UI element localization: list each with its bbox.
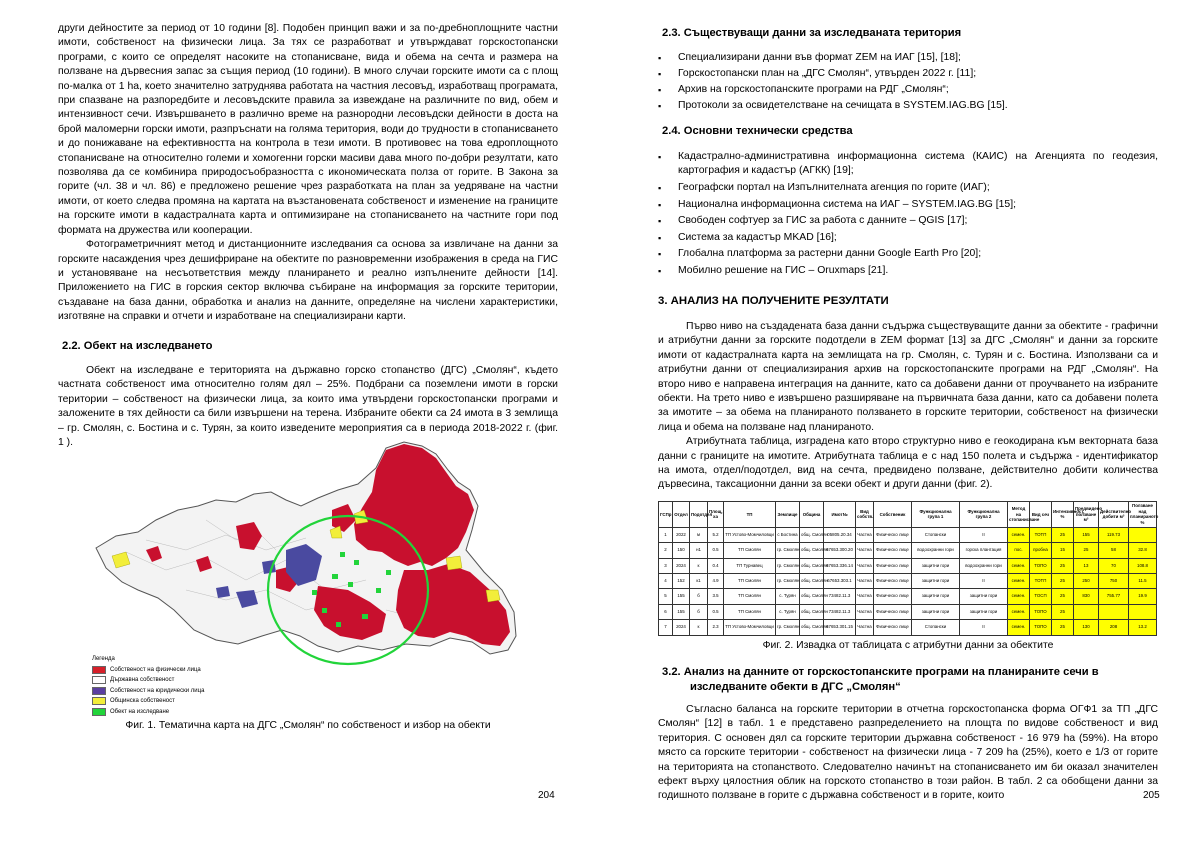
legend-label: Държавна собственост — [110, 677, 175, 683]
section-2-3-title: 2.3. Съществуващи данни за изследваната територия — [662, 27, 962, 39]
table-cell: 32.8 — [1129, 543, 1157, 558]
table-cell: Физическо лице — [874, 558, 912, 573]
table-cell: Частна — [856, 620, 874, 635]
table-header: Интензивност, % — [1052, 501, 1074, 527]
table-cell: 4.9 — [708, 574, 724, 589]
paragraph-1: други дейностите за период от 10 години [8]. Подобен принцип важи и за по-дребноплощните частни имоти, собственост на физически лица. За тях се разработват и утвърждават горскостопански програми, с които се определят насоките на стопанисване, вида и обема на сечта и размера на ползване на дървесния запас за същия период (10 години). В много случаи горските имоти са с площ по-малка от 1 ha, което значително затруднява работата на частния лесовъд, изработващ програмата, при спазване на разпоредбите и лесовъдските правила за извеждане на различните по вид, обем и интензивност сечи. Извършването в различно време на разнородни лесовъдски дейности в доста на брой маломерни горски имоти, разпръснати на голяма територия, води до трудности в стопанисването и до понижаване на ефективността на контрола в тези имоти. В противовес на това едроплощното стопанисване на относително големи и хомогенни горски масиви дава много по-добри резултати, като позволява да се комбинира природосъобразността с икономическата полза от горите. В Закона за горите (чл. 38 и чл. 86) е предложено решение чрез разработката на план за уедряване на частни имоти, от което следва промяна на картата на възстановената собственост и изменение на границите на горските имоти в кадастралната карта и оптимизиране на стопанисването на частните гори под формата на дружества или кооперации. — [58, 23, 558, 236]
table-cell: б — [690, 604, 708, 619]
legend-swatch — [92, 697, 106, 705]
table-cell: защитни гори — [960, 604, 1008, 619]
table-cell: пробна — [1030, 543, 1052, 558]
table-cell: 5.2 — [708, 527, 724, 542]
existing-data-list — [658, 50, 1158, 114]
legend-swatch — [92, 666, 106, 674]
table-row — [659, 604, 1157, 619]
legend-title: Легенда — [92, 656, 115, 662]
table-cell: 25 — [1052, 589, 1074, 604]
table-cell: н1 — [690, 543, 708, 558]
table-header: Метод на стопанисване — [1008, 501, 1030, 527]
table-row — [659, 527, 1157, 542]
table-cell: защитни гори — [912, 589, 960, 604]
table-header: Имот№ — [824, 501, 856, 527]
table-cell: 67653.300.20 — [824, 543, 856, 558]
page-number-right: 205 — [1143, 790, 1160, 801]
section-3-2-title — [658, 665, 1158, 694]
table-row — [659, 558, 1157, 573]
section-3-title: 3. АНАЛИЗ НА ПОЛУЧЕНИТЕ РЕЗУЛТАТИ — [658, 294, 889, 307]
table-cell: гр. Смолян — [776, 558, 800, 573]
table-cell: ТП Устово-Момчиловци — [724, 527, 776, 542]
table-cell: гр. Смолян — [776, 543, 800, 558]
table-cell: II — [960, 620, 1008, 635]
table-cell: к — [690, 558, 708, 573]
table-cell: 208 — [1099, 620, 1129, 635]
table-cell: 13 — [1074, 558, 1099, 573]
table-cell: ТП Смолян — [724, 589, 776, 604]
table-cell: II — [960, 574, 1008, 589]
paragraph-3-1-a: Първо ниво на създадената база данни съдържа съществуващите данни за обектите - графични и атрибутни данни за горските подотдели в ZEM формат [13] за ДГС „Смолян“ и данни за горските имоти от кадастралната карта на землищата на гр. Смолян, с. Турян и с. Бостина. Използвани са и атрибутни данни от специализирания архив на горскостопанските програми на РДГ „Смолян“. На второ ниво е направена интеграция на данните, като са добавени данни от проучването на избраните обекти. На трето ниво е извършено разширяване на първичната база данни, като са добавени полета за имотите – за обема на планираното ползването в горските територии, собственост на физически лица и обема на ползване над планираното. — [658, 320, 1158, 433]
table-cell: 73482.11.3 — [824, 589, 856, 604]
figure-1-map — [86, 440, 526, 715]
paragraph-3-1-b: Атрибутната таблица, изградена като второ структурно ниво е геокодирана към векторната база данни с границите на имотите. Атрибутната таблица е с над 150 полета и съдържа - идентификатор на имота, отдел/подотдел, вид на сечта, предвидено ползване, действително добити количества дървесина, таксационни данни за всеки обект и други данни (фиг. 2). — [658, 436, 1158, 491]
table-cell: водоохранни гори — [960, 558, 1008, 573]
table-cell: Физическо лице — [874, 543, 912, 558]
table-cell: водоохранни гори — [912, 543, 960, 558]
legend-item — [92, 686, 292, 697]
table-cell: 130 — [1074, 620, 1099, 635]
table-cell: 19.9 — [1129, 589, 1157, 604]
table-cell: 2024 — [673, 620, 690, 635]
map-legend — [92, 654, 292, 717]
table-cell: защитни гори — [912, 574, 960, 589]
figure-2-caption: Фиг. 2. Извадка от таблицата с атрибутни данни за обектите — [762, 639, 1054, 651]
table-row — [659, 589, 1157, 604]
table-cell: семен. — [1008, 558, 1030, 573]
table-cell: Физическо лице — [874, 527, 912, 542]
table-cell: к1 — [690, 574, 708, 589]
table-header: Действително добити м³ — [1099, 501, 1129, 527]
table-cell: общ. Смолян — [800, 543, 824, 558]
list-item: ▪ Свободен софтуер за ГИС за работа с данните – QGIS [17]; — [658, 214, 1158, 229]
table-header: Предвидено ползване м³ — [1074, 501, 1099, 527]
table-cell: Физическо лице — [874, 589, 912, 604]
table-cell: 108.8 — [1129, 558, 1157, 573]
section-3-2-title-line2: изследваните обекти в ДГС „Смолян“ — [690, 680, 901, 693]
list-item: ▪ Географски портал на Изпълнителната агенция по горите (ИАГ); — [658, 181, 1158, 196]
table-cell: 250 — [1074, 574, 1099, 589]
list-item: ▪ Архив на горскостопанските програми на РДГ „Смолян“; — [658, 82, 1158, 98]
table-row — [659, 543, 1157, 558]
table-cell: м — [690, 527, 708, 542]
table-cell: Частна — [856, 604, 874, 619]
table-cell: 6 — [659, 604, 673, 619]
table-cell: общ. Смолян — [800, 604, 824, 619]
legend-swatch — [92, 676, 106, 684]
table-cell: к — [690, 620, 708, 635]
table-cell: 67653.301.15 — [824, 620, 856, 635]
table-cell: 119.73 — [1099, 527, 1129, 542]
section-2-2-title: 2.2. Обект на изследването — [62, 339, 213, 352]
table-cell: семен. — [1008, 604, 1030, 619]
table-cell: защитни гори — [912, 558, 960, 573]
table-header: Площ, ха — [708, 501, 724, 527]
table-cell: 3 — [659, 558, 673, 573]
table-cell: Частна — [856, 589, 874, 604]
legend-label: Обект на изследване — [110, 708, 170, 715]
section-3-2-title-line1: 3.2. Анализ на данните от горскостопанските програми на планираните сечи в — [662, 666, 1099, 679]
legend-swatch — [92, 708, 106, 716]
legend-label: Собственост на физически лица — [110, 666, 201, 673]
table-cell: 67653.303.1 — [824, 574, 856, 589]
page-right — [600, 0, 1200, 849]
list-item: ▪ Кадастрално-административна информационна система (КАИС) на Агенцията по геодезия, картография и кадастър (АГКК) [19]; — [658, 150, 1158, 179]
table-header: Функционална група 1 — [912, 501, 960, 527]
table-cell: ТОПО — [1030, 558, 1052, 573]
table-cell: ТП Турнавец — [724, 558, 776, 573]
table-cell: 0.5 — [708, 543, 724, 558]
table-cell: 25 — [1052, 527, 1074, 542]
table-cell: Физическо лице — [874, 574, 912, 589]
table-cell: ТП Смолян — [724, 604, 776, 619]
table-header: Община — [800, 501, 824, 527]
table-cell: ТОТП — [1030, 574, 1052, 589]
table-cell: 7 — [659, 620, 673, 635]
paragraph-3: Обект на изследване е територията на държавно горско стопанство (ДГС) „Смолян“, където частната собственост има относително голям дял – 25%. Подбрани са поземлени имоти в горски територии – собственост на физически лица, за които има утвърдени горскостопански програми и заложените в тях дейности са били извършени на терена. Избраните обекти са 24 имота в 3 землища – гр. Смолян, с. Бостина и с. Турян, за които изведените мероприятия са в периода 2018-2022 г. (фиг. 1 ). — [58, 364, 558, 448]
table-cell: 3.5 — [708, 589, 724, 604]
table-cell: б — [690, 589, 708, 604]
table-cell: гр. Смолян — [776, 574, 800, 589]
legend-swatch — [92, 687, 106, 695]
table-cell: ТОСП — [1030, 589, 1052, 604]
table-header: ТП — [724, 501, 776, 527]
table-cell: 05805.20.34 — [824, 527, 856, 542]
attribute-table — [658, 501, 1157, 636]
table-cell: 58 — [1099, 543, 1129, 558]
table-cell — [1129, 527, 1157, 542]
table-cell: 2022 — [673, 527, 690, 542]
table-body — [659, 527, 1157, 635]
table-cell: Физическо лице — [874, 604, 912, 619]
table-cell: 11.5 — [1129, 574, 1157, 589]
table-header: ГСПр — [659, 501, 673, 527]
table-header: Вид сеч — [1030, 501, 1052, 527]
table-header: Собственик — [874, 501, 912, 527]
table-cell: Частна — [856, 543, 874, 558]
table-header: Ползване над планираното % — [1129, 501, 1157, 527]
table-cell: 155 — [673, 589, 690, 604]
list-item: ▪ Горскостопански план на „ДГС Смолян“, утвърден 2022 г. [11]; — [658, 66, 1158, 82]
table-cell: 4 — [659, 574, 673, 589]
table-header: Вид собств. — [856, 501, 874, 527]
table-cell: 25 — [1052, 620, 1074, 635]
table-cell: 0.4 — [708, 558, 724, 573]
legend-label: Собственост на юридически лица — [110, 687, 205, 694]
table-cell: ТП Устово-Момчиловци — [724, 620, 776, 635]
legend-item — [92, 696, 292, 707]
table-row — [659, 574, 1157, 589]
table-cell: 155 — [673, 604, 690, 619]
table-cell: 13.2 — [1129, 620, 1157, 635]
table-cell: 70 — [1099, 558, 1129, 573]
table-cell: 152 — [673, 574, 690, 589]
table-cell: 750 — [1099, 574, 1129, 589]
table-cell: 155 — [1074, 527, 1099, 542]
table-cell: 830 — [1074, 589, 1099, 604]
table-cell: общ. Смолян — [800, 620, 824, 635]
table-cell: 67653.336.14 — [824, 558, 856, 573]
table-cell: ТОПО — [1030, 620, 1052, 635]
table-header: Подотдел — [690, 501, 708, 527]
table-cell: семен. — [1008, 574, 1030, 589]
table-cell: с. Турян — [776, 589, 800, 604]
table-cell: 2024 — [673, 558, 690, 573]
table-cell: 25 — [1052, 558, 1074, 573]
table-cell: семен. — [1008, 589, 1030, 604]
table-cell: 2 — [659, 543, 673, 558]
legend-label: Общинска собственост — [110, 698, 175, 704]
table-cell: 25 — [1052, 574, 1074, 589]
table-cell: Физическо лице — [874, 620, 912, 635]
table-cell — [1099, 604, 1129, 619]
table-header: Землище — [776, 501, 800, 527]
table-cell: гр. Смолян — [776, 620, 800, 635]
page-number-left: 204 — [538, 790, 555, 801]
table-header: Отдел — [673, 501, 690, 527]
table-cell: общ. Смолян — [800, 589, 824, 604]
table-cell: ТОТП — [1030, 527, 1052, 542]
table-cell: защитни гори — [912, 604, 960, 619]
list-item: ▪ Глобална платформа за растерни данни Google Earth Pro [20]; — [658, 247, 1158, 262]
list-item: ▪ Мобилно решение на ГИС – Oruxmaps [21]. — [658, 264, 1158, 279]
table-cell: общ. Смолян — [800, 574, 824, 589]
table-cell: ТП Смолян — [724, 574, 776, 589]
list-item: ▪ Национална информационна система на ИАГ – SYSTEM.IAG.BG [15]; — [658, 198, 1158, 213]
table-cell: Частна — [856, 574, 874, 589]
list-item: ▪ Специализирани данни във формат ZEM на ИАГ [15], [18]; — [658, 50, 1158, 66]
right-column — [658, 22, 1158, 804]
table-cell: защитни гори — [960, 589, 1008, 604]
table-cell: 5 — [659, 589, 673, 604]
legend-item — [92, 707, 292, 718]
table-cell: Частна — [856, 558, 874, 573]
table-cell: семен. — [1008, 620, 1030, 635]
table-cell: 25 — [1074, 543, 1099, 558]
table-row — [659, 620, 1157, 635]
table-cell: пос. — [1008, 543, 1030, 558]
legend-item — [92, 665, 292, 676]
table-cell: ТОПО — [1030, 604, 1052, 619]
table-cell: с Бостина — [776, 527, 800, 542]
table-header-row — [659, 501, 1157, 527]
left-column — [58, 22, 558, 450]
table-cell: общ. Смолян — [800, 558, 824, 573]
section-2-4-title: 2.4. Основни технически средства — [662, 125, 853, 138]
table-cell: 150 — [673, 543, 690, 558]
table-header: Функционална група 2 — [960, 501, 1008, 527]
table-cell: Частна — [856, 527, 874, 542]
table-cell: Стопански — [912, 620, 960, 635]
table-cell: 1 — [659, 527, 673, 542]
list-item: ▪ Система за кадастър MKAD [16]; — [658, 231, 1158, 246]
table-cell: общ. Смолян — [800, 527, 824, 542]
table-cell: 15 — [1052, 543, 1074, 558]
technical-means-list — [658, 150, 1158, 279]
table-cell: 25 — [1052, 604, 1074, 619]
table-cell — [1129, 604, 1157, 619]
table-cell: II — [960, 527, 1008, 542]
table-cell: горска плантация — [960, 543, 1008, 558]
paragraph-3-2: Съгласно баланса на горските територии в отчетна горскостопанска форма ОГФ1 за ТП „ДГС Смолян“ [12] в табл. 1 е представено разпределението на площта по видове собственост и вид територия. С основен дял са горските територии държавна собственост - 16 979 ha (59%). На второ място са горските територии - собственост на физически лица - 7 209 ha (25%), което е 1/3 от горите на територията на стопанството. Следователно начинът на стопанисването им би оказал значителен ефект върху цялостния облик на горското стопанство в този район. В табл. 2 са обобщени данни за годишното ползване в горите с държавна собственост и в горите, които — [658, 703, 1158, 802]
table-cell: с. Турян — [776, 604, 800, 619]
legend-item — [92, 675, 292, 686]
table-cell: 755.77 — [1099, 589, 1129, 604]
table-cell: 2.3 — [708, 620, 724, 635]
paragraph-2: Фотограметричният метод и дистанционните изследвания са основа за извличане на данни за горските насаждения чрез дешифриране на обектите по разновременни изображения в среда на ГИС и установяване на несъответствия между планирането и реално изпълнените дейности [14]. Приложението на ГИС в горския сектор включва събиране на информация за горските територии, създаване на база данни, обработка и анализ на данните, определяне на числени характеристики, изготвяне на справки и отчети и изработване на специализирани карти. — [58, 239, 558, 323]
figure-1-caption: Фиг. 1. Тематична карта на ДГС „Смолян“ по собственост и избор на обекти — [125, 720, 491, 731]
list-item: ▪ Протоколи за освидетелстване на сечищата в SYSTEM.IAG.BG [15]. — [658, 98, 1158, 114]
table-cell — [1074, 604, 1099, 619]
table-cell: 0.5 — [708, 604, 724, 619]
table-cell: 73482.11.3 — [824, 604, 856, 619]
table-cell: Стопански — [912, 527, 960, 542]
table-cell: семен. — [1008, 527, 1030, 542]
table-cell: ТП Смолян — [724, 543, 776, 558]
